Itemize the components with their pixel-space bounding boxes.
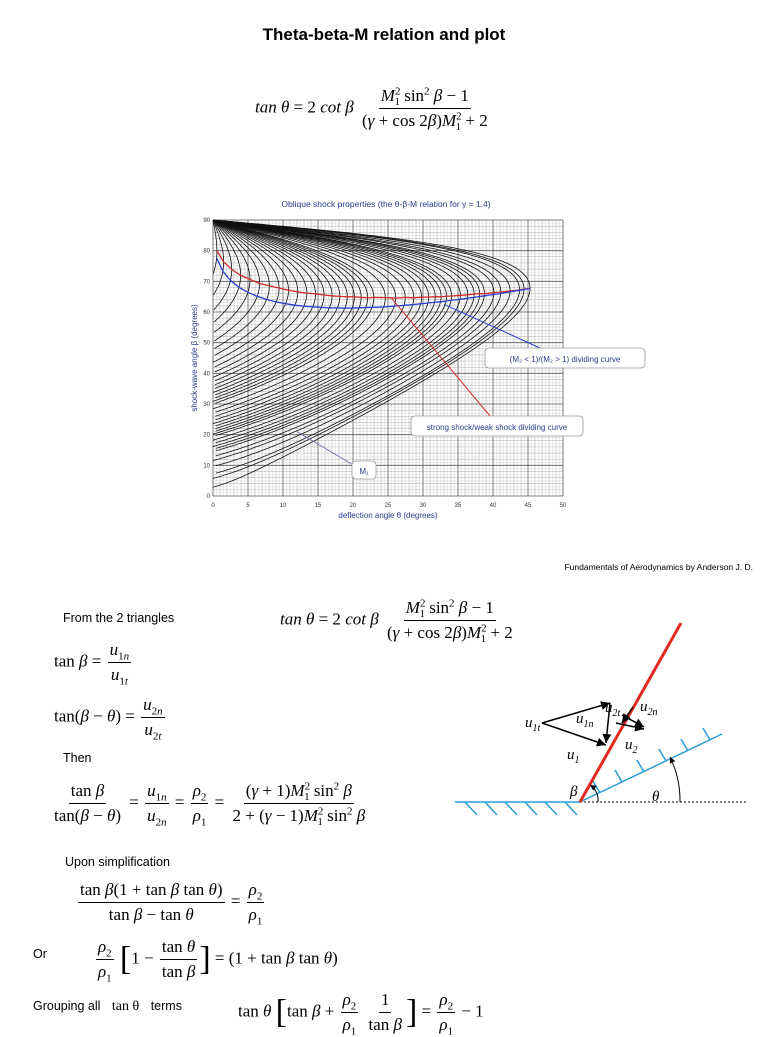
chart-title: Oblique shock properties (the θ-β-M relation for γ = 1.4) bbox=[281, 199, 491, 209]
y-axis-label: shock-wave angle β (degrees) bbox=[190, 304, 199, 412]
page-title: Theta-beta-M relation and plot bbox=[262, 25, 506, 44]
u1t-label: $u_{1t}$ bbox=[525, 715, 541, 734]
y-tick-label: 60 bbox=[203, 310, 210, 316]
upon-simplification-label: Upon simplification bbox=[65, 855, 170, 869]
wedge-surface bbox=[580, 734, 722, 802]
u2n-label: $u_{2n}$ bbox=[640, 699, 658, 718]
u1n-label: $u_{1n}$ bbox=[576, 711, 594, 730]
svg-text:(M₂ < 1)/(M₂ > 1) dividing cur: (M₂ < 1)/(M₂ > 1) dividing curve bbox=[509, 355, 621, 364]
y-tick-label: 30 bbox=[203, 402, 210, 408]
x-tick-label: 45 bbox=[524, 503, 532, 509]
callout-sonic bbox=[485, 348, 645, 368]
leader-strong-weak bbox=[392, 298, 491, 416]
theta-label: θ bbox=[652, 789, 660, 805]
x-tick-label: 25 bbox=[384, 503, 392, 509]
from-triangles-label: From the 2 triangles bbox=[63, 611, 175, 625]
tan-beta-equation: tan β = $\frac{u_{1n}}{u_{1t}}$ bbox=[54, 640, 130, 688]
x-tick-label: 30 bbox=[419, 503, 427, 509]
x-tick-label: 10 bbox=[279, 503, 287, 509]
x-tick-label: 50 bbox=[559, 503, 567, 509]
u2-label: $u_2$ bbox=[625, 737, 638, 756]
grouping-label: Grouping all tan θ terms bbox=[33, 999, 182, 1014]
y-tick-label: 80 bbox=[203, 248, 210, 255]
grouped-equation: tan θ [tan β + $\frac{\rho_2}{\rho_1}$ $\frac{1}{\text{tan β}}$ ] = $\frac{\rho_2}{\rho_1}$ − 1 bbox=[238, 990, 484, 1037]
theta-beta-m-equation-2: tan θ = 2 cot β $\frac{M^2_1 \sin^2 \beta - 1}{(\gamma + \cos 2\beta)M^2_1 + 2}$ bbox=[280, 597, 513, 646]
shock-wave-line bbox=[580, 623, 681, 802]
theta-beta-m-equation: tan θ = 2 cot β $\frac{M^2_1 \sin^2 \beta - 1}{(\gamma + \cos 2\beta)M^2_1 + 2}$ bbox=[255, 85, 488, 134]
wall-hatch-wedge bbox=[593, 728, 710, 793]
wall-hatch-left bbox=[465, 802, 577, 815]
then-label: Then bbox=[63, 751, 92, 765]
x-tick-label: 15 bbox=[314, 503, 322, 509]
y-tick-label: 20 bbox=[203, 432, 210, 439]
grouping-symbol: tan θ bbox=[111, 999, 140, 1014]
x-axis-label: deflection angle θ (degrees) bbox=[338, 511, 438, 520]
simplified-equation: $\frac{\text{tan β(1 + tan β tan θ)}}{\text{tan β − tan θ}}$ = $\frac{\rho_2}{\rho_1}$ bbox=[80, 880, 263, 928]
callout-strong-weak bbox=[411, 416, 583, 436]
svg-text:M₁: M₁ bbox=[359, 467, 369, 476]
shock-velocity-diagram bbox=[450, 615, 750, 830]
u2t-label: $u_{2t}$ bbox=[605, 700, 621, 719]
y-tick-label: 90 bbox=[203, 218, 210, 224]
y-tick-label: 0 bbox=[206, 494, 210, 500]
theta-arc bbox=[670, 757, 680, 802]
y-tick-label: 70 bbox=[203, 279, 210, 286]
rearranged-equation: $\frac{\rho_2}{\rho_1}$ [1 − $\frac{\text{tan θ}}{\text{tan β}}$ ] = (1 + tan β tan θ) bbox=[98, 937, 338, 985]
svg-text:strong shock/weak shock dividi: strong shock/weak shock dividing curve bbox=[426, 423, 568, 432]
u1-label: $u_1$ bbox=[567, 747, 580, 766]
x-tick-label: 5 bbox=[246, 503, 250, 509]
mach-curve bbox=[214, 220, 307, 372]
y-tick-label: 10 bbox=[203, 463, 210, 470]
theta-beta-m-chart bbox=[185, 190, 655, 525]
x-tick-label: 20 bbox=[349, 503, 357, 509]
tan-beta-minus-theta-equation: tan(β − θ) = $\frac{u_{2n}}{u_{2t}}$ bbox=[54, 695, 163, 743]
leader-m1 bbox=[297, 432, 355, 466]
callout-m1 bbox=[352, 461, 376, 479]
u1-vector bbox=[542, 723, 606, 745]
density-ratio-equation: $\frac{\text{tan β}}{\tan(\beta - \theta)}$ = $\frac{u_{1n}}{u_{2n}}$ = $\frac{\rho_2}{\rho_1}$ = $\frac{(\gamma + 1)M^2_1 \sin^2 \beta}{2 + (\gamma - 1)M^2_1 \sin^2 \beta}$ bbox=[54, 780, 366, 829]
mach-curve bbox=[213, 220, 524, 478]
x-tick-label: 0 bbox=[211, 503, 215, 509]
x-tick-label: 35 bbox=[454, 503, 462, 509]
beta-label: β bbox=[570, 784, 578, 800]
y-tick-label: 40 bbox=[203, 371, 210, 378]
x-tick-label: 40 bbox=[489, 503, 497, 509]
or-label: Or bbox=[33, 947, 47, 961]
citation: Fundamentals of Aerodynamics by Anderson J. D. bbox=[564, 562, 753, 572]
y-tick-label: 50 bbox=[203, 340, 210, 347]
